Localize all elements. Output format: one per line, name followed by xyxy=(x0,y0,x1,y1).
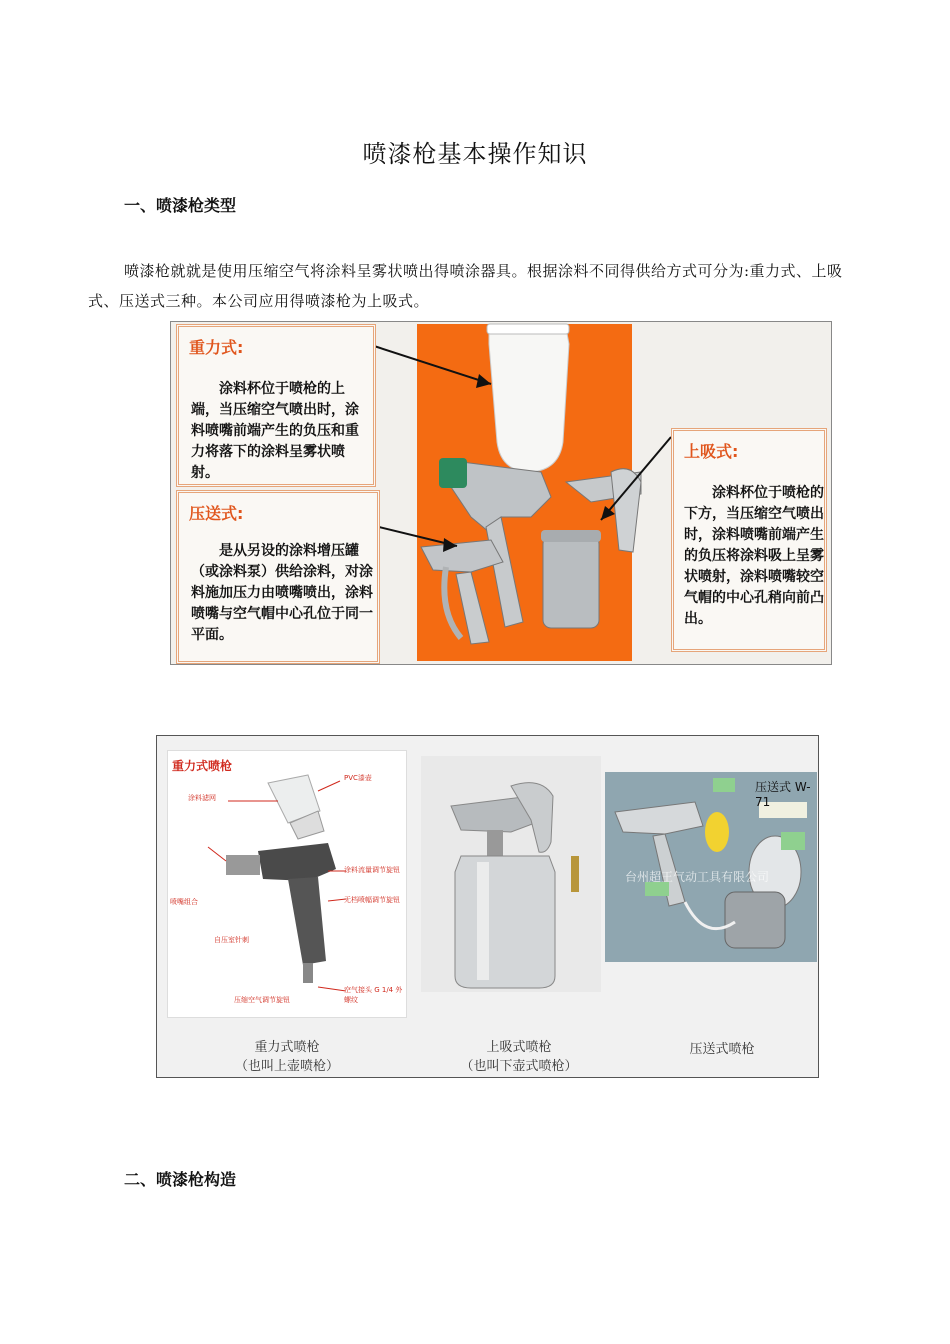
intro-paragraph xyxy=(88,256,868,316)
suction-gun-photo-panel xyxy=(421,756,601,992)
label-filter: 涂料滤网 xyxy=(188,794,216,802)
caption-suction-line2: （也叫下壶式喷枪） xyxy=(460,1059,578,1074)
section-heading-types: 一、喷漆枪类型 xyxy=(124,196,237,215)
callout-suction-type xyxy=(671,428,827,652)
callout-suction-title: 上吸式: xyxy=(684,442,739,461)
pressure-panel-watermark: 台州超王气动工具有限公司 xyxy=(625,870,770,884)
callout-suction-text xyxy=(684,483,824,630)
label-pvc-cup: PVC漆壶 xyxy=(344,774,372,782)
spray-gun-comparison-figure xyxy=(156,735,819,1078)
caption-gravity-line1: 重力式喷枪 xyxy=(254,1040,320,1055)
gravity-gun-diagram-panel xyxy=(167,750,407,1018)
caption-suction-line1: 上吸式喷枪 xyxy=(486,1040,552,1055)
caption-gravity-gun xyxy=(197,1038,377,1076)
callout-pressure-title: 压送式: xyxy=(189,504,244,523)
caption-pressure-line1: 压送式喷枪 xyxy=(689,1042,755,1057)
callout-gravity-text xyxy=(191,379,371,484)
section-heading-construction: 二、喷漆枪构造 xyxy=(124,1170,237,1189)
document-title: 喷漆枪基本操作知识 xyxy=(362,140,588,168)
callout-gravity-title: 重力式: xyxy=(189,338,244,357)
caption-gravity-line2: （也叫上壶喷枪） xyxy=(234,1059,339,1074)
callout-gravity-text-body: 涂料杯位于喷枪的上端，当压缩空气喷出时，涂料喷嘴前端产生的负压和重力将落下的涂料呈雾状喷射。 xyxy=(191,381,359,481)
callout-pressure-text xyxy=(191,541,373,646)
caption-suction-gun xyxy=(429,1038,609,1076)
spray-gun-types-figure xyxy=(170,321,832,665)
callout-gravity-type xyxy=(176,324,376,487)
label-trigger: 自压室针刺 xyxy=(214,936,249,944)
label-air-connector: 空气接头 G 1/4 外螺纹 xyxy=(344,986,403,1004)
caption-pressure-gun xyxy=(647,1040,797,1059)
label-air-knob: 压缩空气调节旋钮 xyxy=(234,996,290,1004)
gravity-gun-diagram xyxy=(168,751,408,1019)
gravity-panel-heading: 重力式喷枪 xyxy=(172,759,233,773)
label-fan-knob: 无档喷幅调节旋钮 xyxy=(344,896,400,904)
label-flow-knob: 涂料流量调节旋钮 xyxy=(344,866,400,874)
suction-gun-photo xyxy=(421,756,601,992)
pressure-panel-heading: 压送式 W-71 xyxy=(755,780,811,809)
callout-pressure-type xyxy=(176,490,380,664)
callout-suction-text-body: 涂料杯位于喷枪的下方，当压缩空气喷出时，涂料喷嘴前端产生的负压将涂料吸上呈雾状喷射，涂料喷嘴较空气帽的中心孔稍向前凸出。 xyxy=(684,485,824,627)
callout-pressure-text-body: 是从另设的涂料增压罐（或涂料泵）供给涂料，对涂料施加压力由喷嘴喷出，涂料喷嘴与空气帽中心孔位于同一平面。 xyxy=(191,543,373,643)
pressure-gun-photo-panel xyxy=(605,772,817,962)
label-nozzle: 喷嘴组合 xyxy=(170,898,198,906)
intro-paragraph-text: 喷漆枪就就是使用压缩空气将涂料呈雾状喷出得喷涂器具。根据涂料不同得供给方式可分为:重力式、上吸式、压送式三种。本公司应用得喷漆枪为上吸式。 xyxy=(88,262,843,310)
